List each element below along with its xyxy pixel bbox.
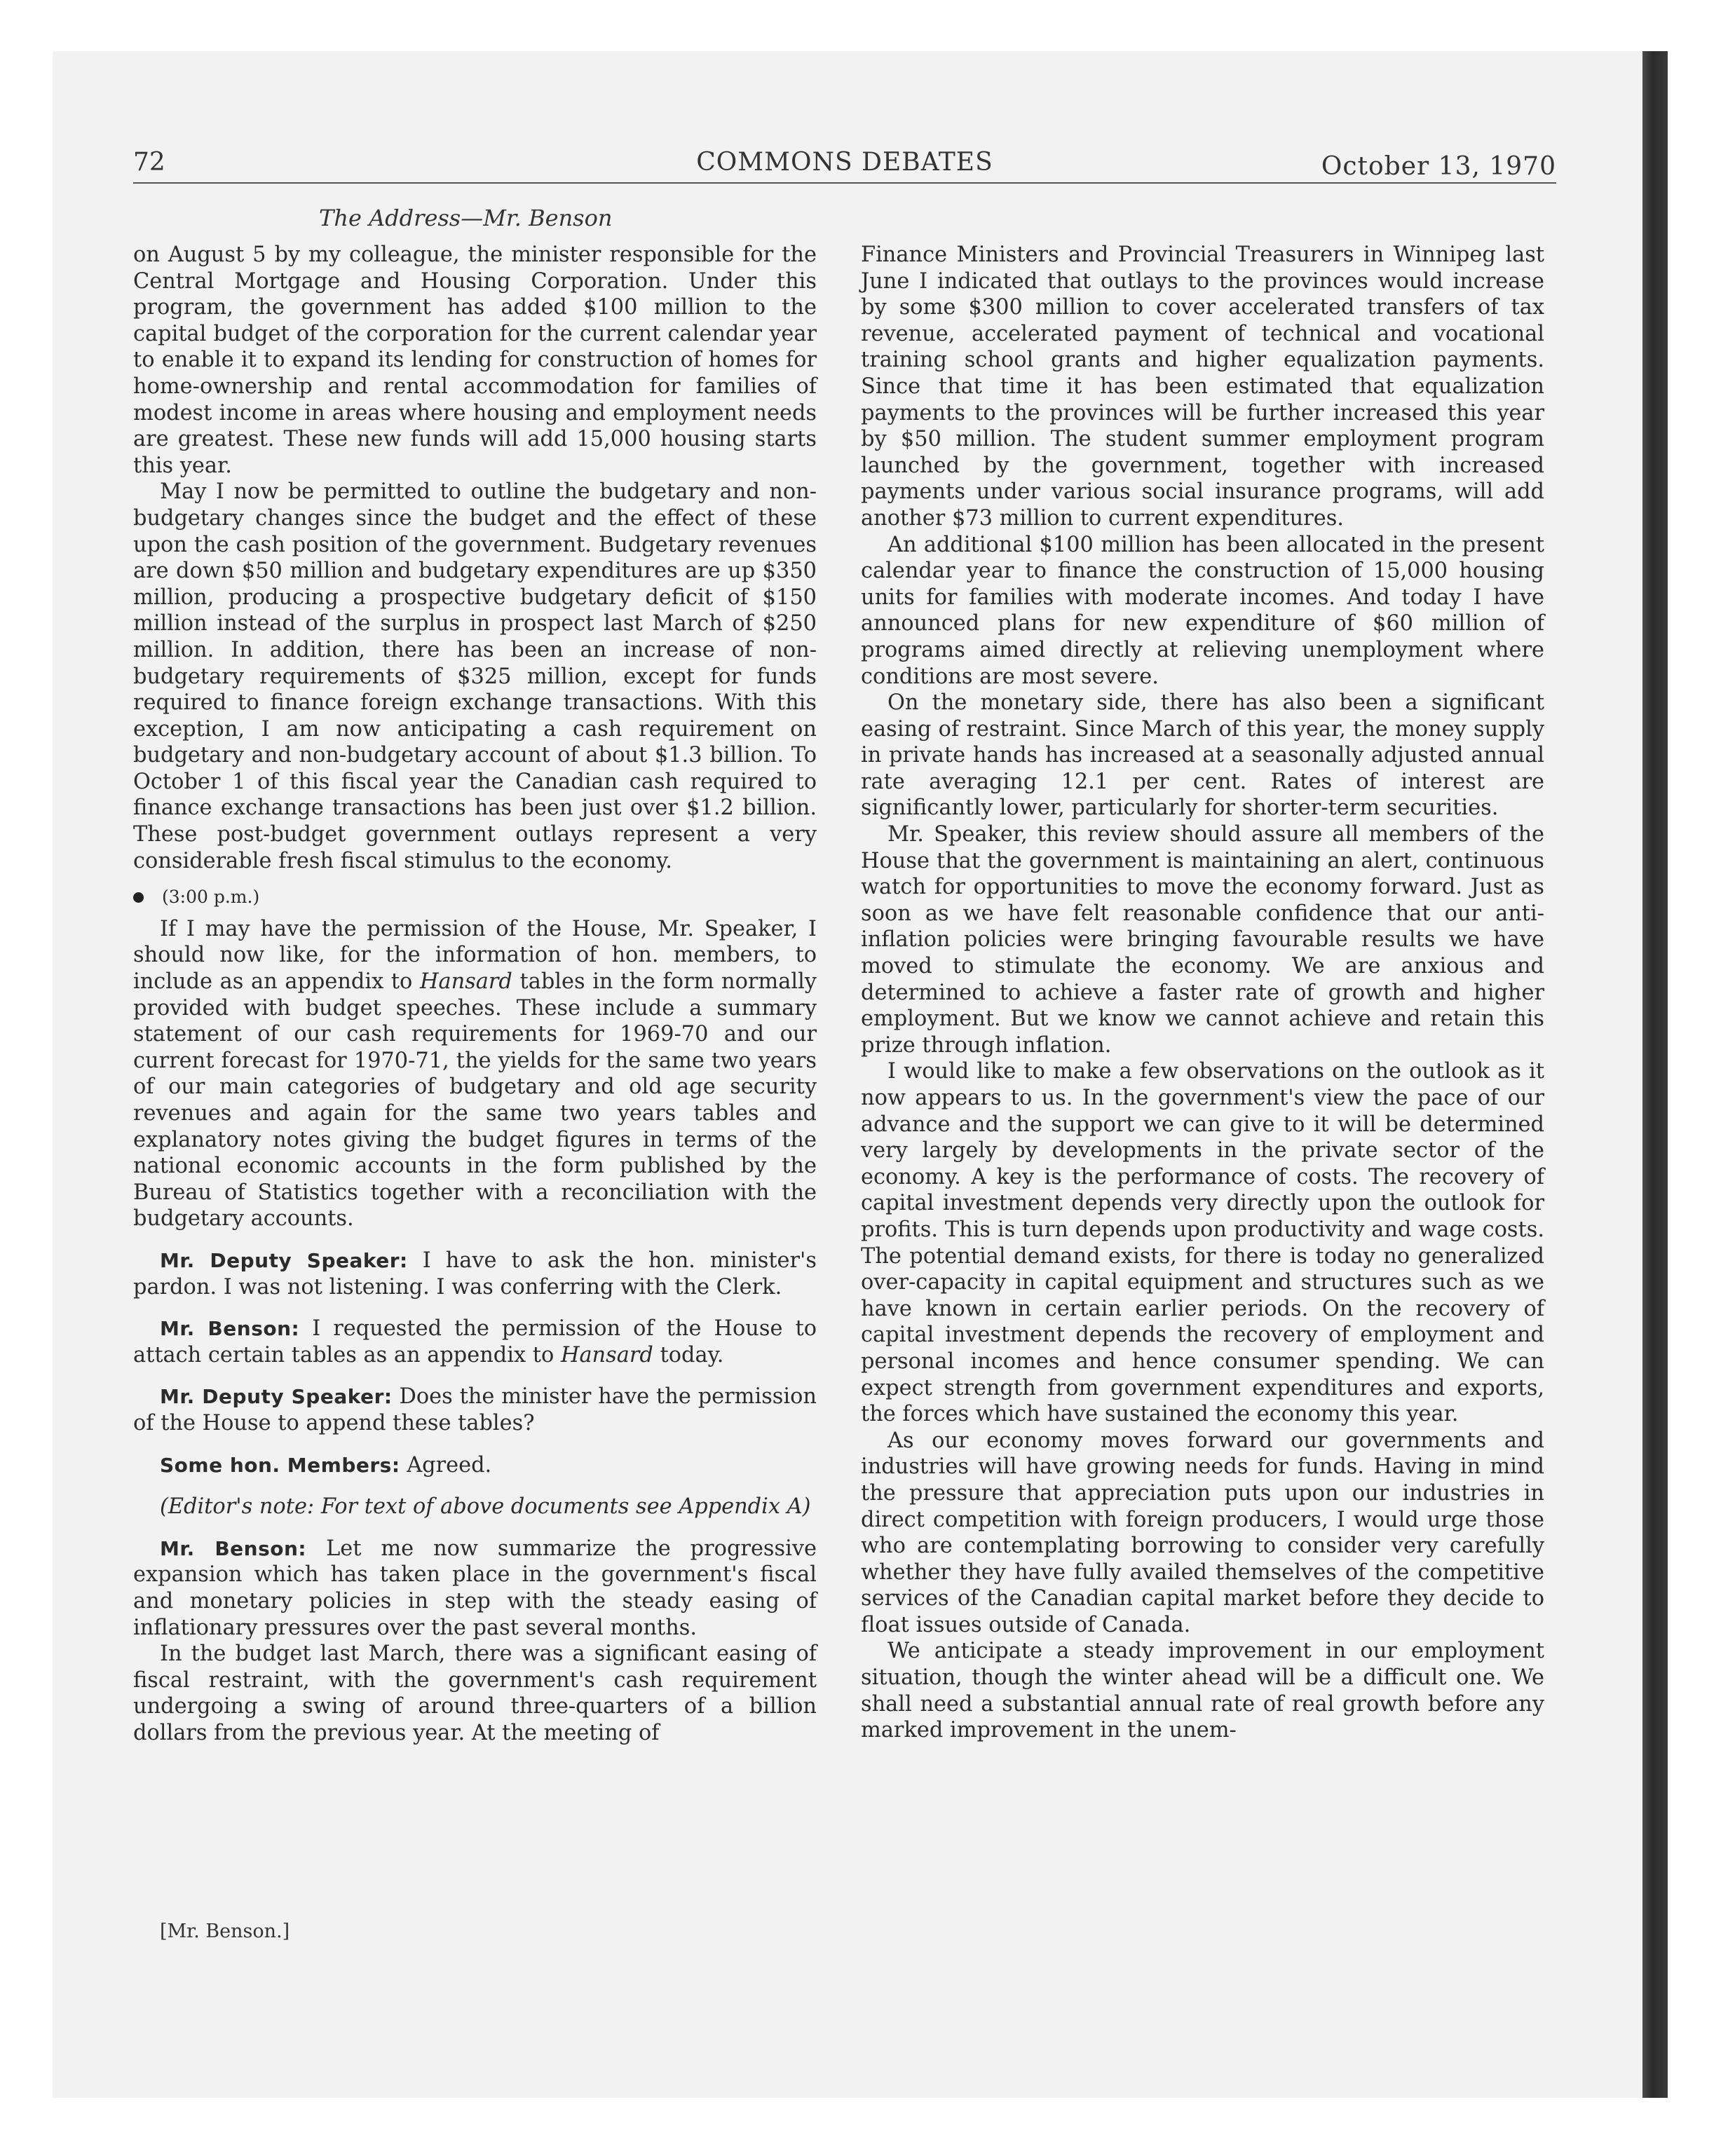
italic-title: Hansard: [419, 969, 512, 995]
speaker-name: Mr. Deputy Speaker:: [160, 1385, 393, 1409]
paragraph: I would like to make a few observations on the outlook as it now appears to us. In the government's view the pace of our advance and the support we can give to it will be determined very largely by developments in the private sector of the economy. A key is the performance of costs. The recovery of capital investment depends very directly upon the outlook for profits. This is turn depends upon productivity and wage costs. The potential demand exists, for there is today no generalized over-capacity in capital equipment and structures such as we have known in certain earlier periods. On the recovery of capital investment depends the recovery of employment and personal incomes and hence consumer spending. We can expect strength from government expenditures and exports, the forces which have sustained the economy this year.: [861, 1059, 1544, 1427]
publication-title: COMMONS DEBATES: [696, 148, 993, 177]
scan-edge-bar: [1642, 51, 1668, 2098]
left-column: [133, 242, 817, 1746]
running-head: The Address—Mr. Benson: [319, 205, 613, 231]
speech-text: I have to ask the hon. minister's pardon. I was not listening. I was conferring with the Clerk.: [133, 1248, 817, 1299]
paragraph: In the budget last March, there was a significant easing of fiscal restraint, with the government's cash requirement undergoing a swing of around three-quarters of a billion dollars from the previous year. At the meeting of: [133, 1642, 817, 1745]
editor-note: (Editor's note: For text of above documents see Appendix A): [160, 1494, 811, 1520]
paragraph: We anticipate a steady improvement in our employment situation, though the winter ahead will be a difficult one. We shall need a substantial annual rate of real growth before any marked improvement in the unem-: [861, 1639, 1544, 1743]
speech: [133, 1248, 817, 1300]
speaker-name: Mr. Benson:: [160, 1536, 307, 1560]
header-date: October 13, 1970: [1321, 152, 1556, 181]
speaker-name: Mr. Deputy Speaker:: [160, 1248, 408, 1272]
speech: [133, 1452, 817, 1479]
italic-title: Hansard: [560, 1342, 653, 1367]
speech-text: today.: [653, 1342, 724, 1367]
paragraph: [133, 916, 817, 1232]
page-header: [133, 144, 1556, 184]
paragraph: Mr. Speaker, this review should assure all members of the House that the government is maintaining an alert, continuous watch for opportunities to move the economy forward. Just as soon as we have felt reasonable confidence that our anti-inflation policies were bringing favourable results we have moved to stimulate the economy. We are anxious and determined to achieve a faster rate of growth and higher employment. But we know we cannot achieve and retain this prize through inflation.: [861, 822, 1544, 1058]
time-marker: [133, 884, 817, 910]
text-run: If I may have the permission of the House, Mr. Speaker, I should now like, for the information of hon. members, to include as an appendix to: [133, 916, 817, 995]
right-column: [861, 242, 1544, 1744]
paragraph: on August 5 by my colleague, the minister responsible for the Central Mortgage and Housing Corporation. Under this program, the government has added $100 million to the capital budget of the corporation for the current calendar year to enable it to expand its lending for construction of homes for home-ownership and rental accommodation for families of modest income in areas where housing and employment needs are greatest. These new funds will add 15,000 housing starts this year.: [133, 243, 817, 478]
speaker-name: Mr. Benson:: [160, 1317, 300, 1341]
speech: [133, 1536, 817, 1641]
speaker-name: Some hon. Members:: [160, 1453, 400, 1477]
speaker-footer: [Mr. Benson.]: [160, 1920, 290, 1942]
paragraph: May I now be permitted to outline the budgetary and non-budgetary changes since the budget and the effect of these upon the cash position of the government. Budgetary revenues are down $50 million and budgetary expenditures are up $350 million, producing a prospective budgetary deficit of $150 million instead of the surplus in prospect last March of $250 million. In addition, there has been an increase of non-budgetary requirements of $325 million, except for funds required to finance foreign exchange transactions. With this exception, I am now anticipating a cash requirement on budgetary and non-budgetary account of about $1.3 billion. To October 1 of this fiscal year the Canadian cash required to finance exchange transactions has been just over $1.2 billion. These post-budget government outlays represent a very considerable fresh fiscal stimulus to the economy.: [133, 479, 817, 873]
paragraph: As our economy moves forward our governments and industries will have growing needs for funds. Having in mind the pressure that appreciation puts upon our industries in direct competition with foreign producers, I would urge those who are contemplating borrowing to consider very carefully whether they have fully availed themselves of the competitive services of the Canadian capital market before they decide to float issues outside of Canada.: [861, 1428, 1544, 1637]
speech-text: I requested the permission of the House to attach certain tables as an appendix to: [133, 1316, 817, 1367]
text-run: tables in the form normally provided with budget speeches. These include a summary statement of our cash requirements for 1969-70 and our current forecast for 1970-71, the yields for the same two years of our main categories of budgetary and old age security revenues and again for the same two years tables and explanatory notes giving the budget figures in terms of the national economic accounts in the form published by the Bureau of Statistics together with a reconciliation with the budgetary accounts.: [133, 969, 817, 1231]
bullet-icon: [133, 892, 144, 903]
speech: [133, 1384, 817, 1436]
paragraph: On the monetary side, there has also been a significant easing of restraint. Since March of this year, the money supply in private hands has increased at a seasonally adjusted annual rate averaging 12.1 per cent. Rates of interest are significantly lower, particularly for shorter-term securities.: [861, 690, 1544, 821]
speech-text: Does the minister have the permission of the House to append these tables?: [133, 1384, 817, 1435]
speech-text: Let me now summarize the progressive expansion which has taken place in the government's fiscal and monetary policies in step with the steady easing of inflationary pressures over the past several months.: [133, 1536, 817, 1640]
speech: [133, 1316, 817, 1368]
paragraph: An additional $100 million has been allocated in the present calendar year to finance the construction of 15,000 housing units for families with moderate incomes. And today I have announced plans for new expenditure of $60 million of programs aimed directly at relieving unemployment where conditions are most severe.: [861, 532, 1544, 689]
page-number: 72: [133, 148, 165, 177]
paragraph: Finance Ministers and Provincial Treasurers in Winnipeg last June I indicated that outlays to the provinces would increase by some $300 million to cover accelerated transfers of tax revenue, accelerated payment of technical and vocational training school grants and higher equalization payments. Since that time it has been estimated that equalization payments to the provinces will be further increased this year by $50 million. The student summer employment program launched by the government, together with increased payments under various social insurance programs, will add another $73 million to current expenditures.: [861, 243, 1544, 531]
time-stamp: (3:00 p.m.): [162, 887, 260, 908]
speech-text: Agreed.: [400, 1452, 492, 1478]
